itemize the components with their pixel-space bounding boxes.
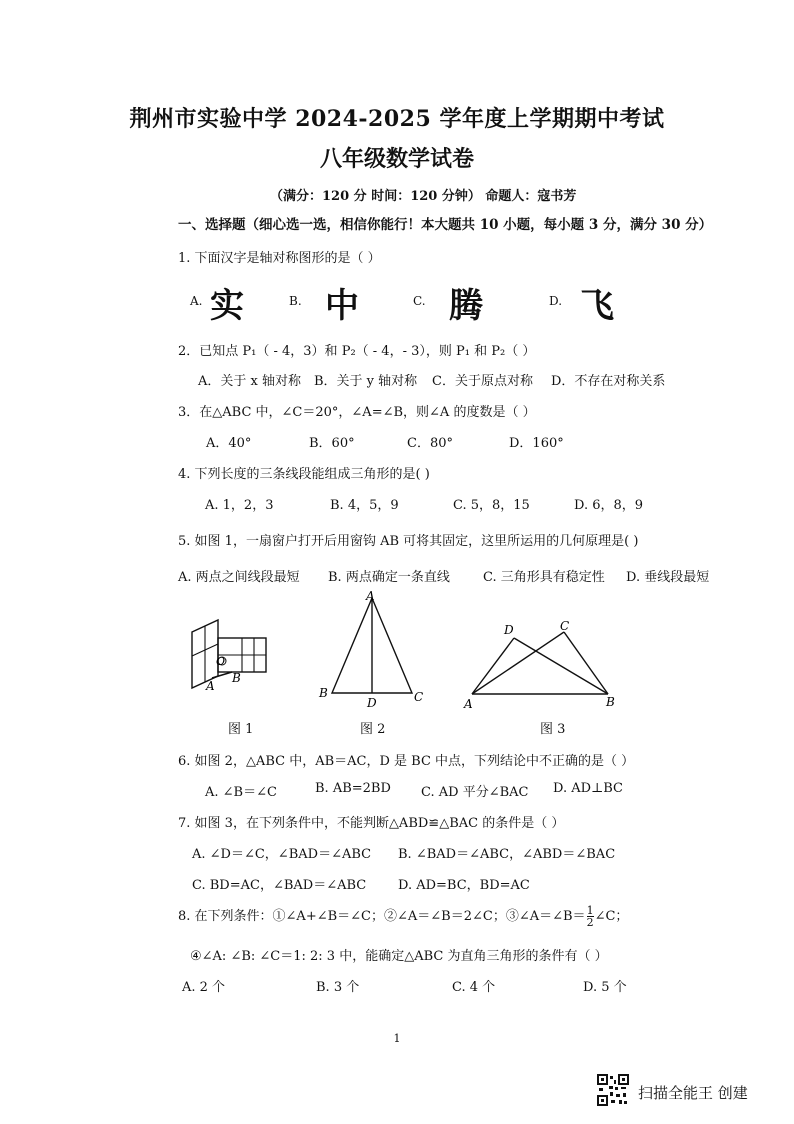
fig3-label-b: B: [606, 695, 615, 709]
fig2-label-a: A: [366, 589, 375, 603]
q8-fraction: [587, 905, 594, 928]
figure-3-caption: 图 3: [540, 722, 566, 737]
q2-option-d: D．不存在对称关系: [551, 374, 666, 389]
q2-option-b: B．关于 y 轴对称: [314, 374, 418, 389]
question-4: 4. 下列长度的三条线段能组成三角形的是( ): [178, 467, 430, 482]
exam-title: 荆州市实验中学 2024-2025 学年度上学期期中考试: [129, 106, 665, 132]
question-8: [178, 905, 628, 928]
question-3: 3．在△ABC 中，∠C＝20°，∠A=∠B，则∠A 的度数是（ ）: [178, 405, 536, 420]
q7-option-b: B. ∠BAD＝∠ABC，∠ABD＝∠BAC: [398, 847, 616, 862]
q2-option-c: C．关于原点对称: [432, 374, 533, 389]
q8-option-b: B. 3 个: [316, 980, 360, 995]
fig2-label-c: C: [414, 690, 424, 704]
q5-option-d: D. 垂线段最短: [626, 570, 710, 585]
q3-option-d: D．160°: [509, 436, 564, 451]
q1-option-c-letter: C.: [413, 294, 426, 308]
q4-option-a: A. 1，2，3: [205, 498, 274, 513]
fig1-label-a: A: [206, 679, 215, 693]
q8-frac-den: 2: [586, 916, 594, 929]
q8-frac-num: 1: [586, 904, 594, 917]
question-8-line-2: ④∠A: ∠B: ∠C＝1: 2: 3 中，能确定△ABC 为直角三角形的条件有（ ）: [190, 949, 608, 964]
q1-option-c-char: 腾: [449, 286, 483, 326]
figure-1-caption: 图 1: [228, 722, 254, 737]
q7-option-a: A. ∠D＝∠C，∠BAD＝∠ABC: [192, 847, 372, 862]
q6-option-d: D. AD⊥BC: [553, 781, 624, 796]
figure-1-window: [186, 618, 276, 694]
fig3-label-d: D: [504, 623, 514, 637]
page-number: 1: [393, 1032, 401, 1045]
q1-option-b-letter: B.: [289, 294, 302, 308]
q6-option-a: A. ∠B＝∠C: [205, 785, 277, 800]
q3-option-a: A．40°: [206, 436, 252, 451]
q3-option-b: B．60°: [309, 436, 355, 451]
fig3-label-a: A: [464, 697, 473, 710]
question-2: 2．已知点 P₁（ - 4，3）和 P₂（ - 4，- 3），则 P₁ 和 P₂（ ）: [178, 344, 536, 359]
q7-option-c: C. BD=AC，∠BAD＝∠ABC: [192, 878, 367, 893]
q8-text-b: ∠C；: [594, 909, 629, 924]
q4-option-b: B. 4，5，9: [330, 498, 399, 513]
figure-2-triangle: [315, 588, 430, 708]
q5-option-a: A. 两点之间线段最短: [178, 570, 300, 585]
fig2-label-d: D: [367, 696, 377, 708]
q5-option-b: B. 两点确定一条直线: [328, 570, 450, 585]
question-7: 7. 如图 3，在下列条件中，不能判断△ABD≌△BAC 的条件是（ ）: [178, 816, 565, 831]
fig3-label-c: C: [560, 619, 570, 633]
fig1-label-o: O: [216, 655, 226, 668]
q8-option-c: C. 4 个: [452, 980, 496, 995]
q3-option-c: C．80°: [407, 436, 453, 451]
q6-option-b: B. AB=2BD: [315, 781, 391, 796]
q4-option-c: C. 5，8，15: [453, 498, 530, 513]
q1-option-d-letter: D.: [549, 294, 563, 308]
q1-option-a-char: 实: [210, 286, 244, 326]
q1-option-d-char: 飞: [580, 286, 614, 326]
section-heading: 一、选择题（细心选一选，相信你能行！本大题共 10 小题，每小题 3 分，满分 30 分）: [178, 217, 713, 233]
q1-option-b-char: 中: [325, 286, 359, 326]
q4-option-d: D. 6，8，9: [574, 498, 644, 513]
fig2-label-b: B: [319, 686, 328, 700]
question-5: 5. 如图 1，一扇窗户打开后用窗钩 AB 可将其固定，这里所运用的几何原理是( ): [178, 534, 639, 549]
exam-subtitle: 八年级数学试卷: [319, 146, 474, 172]
question-6: 6. 如图 2，△ABC 中，AB＝AC，D 是 BC 中点，下列结论中不正确的是（ ）: [178, 754, 635, 769]
qr-code-icon: [597, 1074, 629, 1106]
exam-meta: （满分：120 分 时间：120 分钟） 命题人：寇书芳: [270, 189, 577, 204]
q6-option-c: C. AD 平分∠BAC: [421, 785, 529, 800]
q7-option-d: D. AD=BC，BD=AC: [398, 878, 530, 893]
q1-option-a-letter: A.: [190, 294, 203, 308]
q8-option-a: A. 2 个: [182, 980, 226, 995]
question-1: 1. 下面汉字是轴对称图形的是（ ）: [178, 251, 381, 266]
q8-option-d: D. 5 个: [583, 980, 627, 995]
scanner-watermark: 扫描全能王 创建: [638, 1084, 748, 1102]
figure-3-triangles: [458, 618, 628, 710]
figure-2-caption: 图 2: [360, 722, 386, 737]
q2-option-a: A．关于 x 轴对称: [198, 374, 301, 389]
fig1-label-b: B: [232, 671, 241, 685]
q8-text-a: 8. 在下列条件：①∠A+∠B＝∠C；②∠A＝∠B＝2∠C；③∠A＝∠B＝: [178, 909, 586, 924]
q5-option-c: C. 三角形具有稳定性: [483, 570, 605, 585]
